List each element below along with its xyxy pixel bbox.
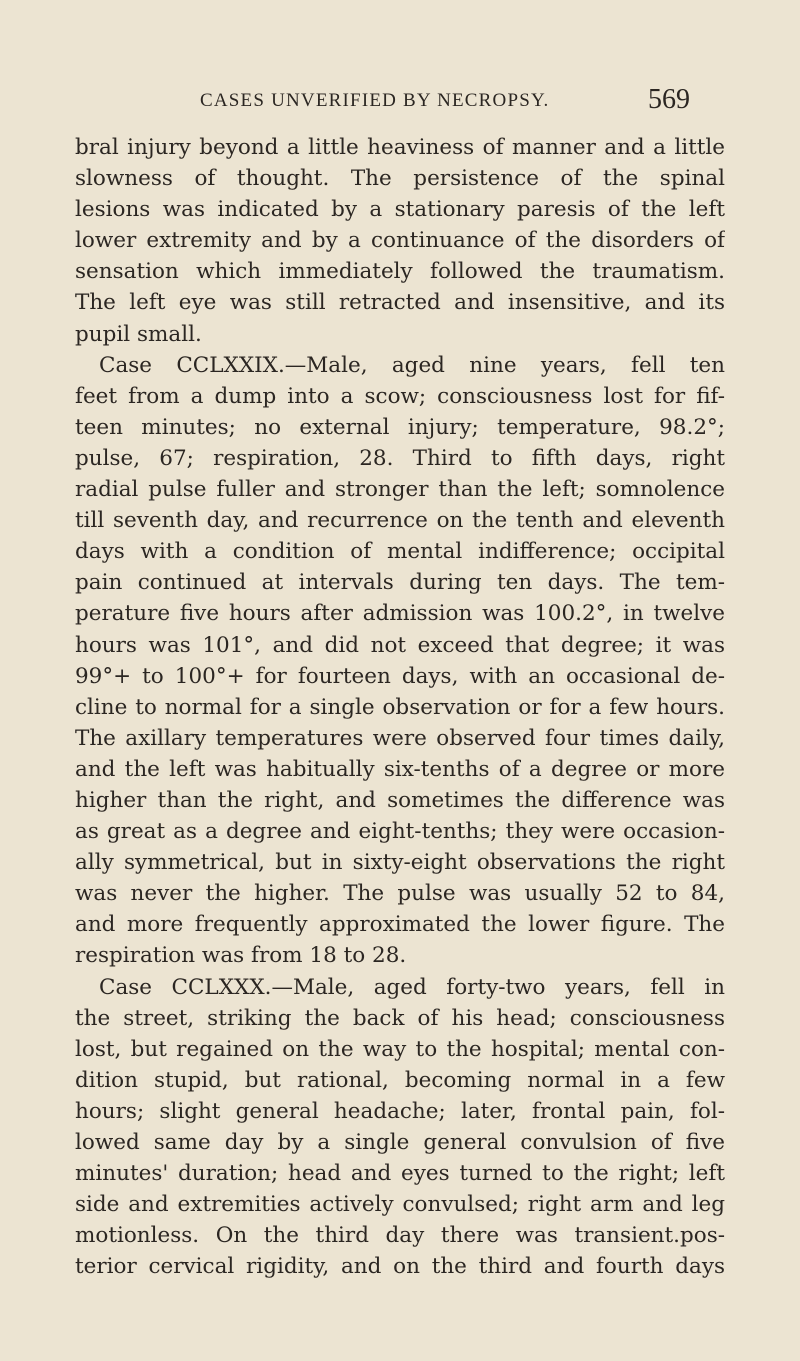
text-line: ally symmetrical, but in sixty-eight observations the right: [75, 850, 725, 876]
text-line: 99°+ to 100°+ for fourteen days, with an occasional de-: [75, 663, 725, 689]
text-line: pulse, 67; respiration, 28. Third to fifth days, right: [75, 445, 725, 471]
text-line: pain continued at intervals during ten days. The tem-: [75, 570, 725, 596]
text-line: sensation which immediately followed the traumatism.: [75, 259, 725, 285]
text-line: radial pulse fuller and stronger than the left; somnolence: [75, 477, 725, 503]
text-line: lesions was indicated by a stationary paresis of the left: [75, 197, 725, 223]
text-line: lost, but regained on the way to the hospital; mental con-: [75, 1036, 725, 1062]
text-line: bral injury beyond a little heaviness of manner and a little: [75, 135, 725, 160]
text-line: respiration was from 18 to 28.: [75, 943, 407, 969]
text-line: cline to normal for a single observation or for a few hours.: [75, 694, 725, 720]
page-number: 569: [648, 84, 690, 115]
text-line: days with a condition of mental indifference; occipital: [75, 539, 725, 565]
running-head: [0, 84, 800, 118]
case-heading-line: Case CCLXXIX.—Male, aged nine years, fell ten: [99, 352, 725, 378]
text-line: pupil small.: [75, 321, 202, 347]
text-line: teen minutes; no external injury; temperature, 98.2°;: [75, 414, 725, 440]
text-line: minutes' duration; head and eyes turned to the right; left: [75, 1161, 725, 1187]
body-text: [75, 132, 725, 1282]
text-line: the street, striking the back of his head; consciousness: [75, 1005, 725, 1031]
text-line: motionless. On the third day there was transient.pos-: [75, 1223, 725, 1249]
text-line: The axillary temperatures were observed four times daily,: [75, 725, 725, 751]
text-line: till seventh day, and recurrence on the tenth and eleventh: [75, 508, 725, 534]
text-line: and more frequently approximated the lower figure. The: [75, 912, 725, 938]
text-line: as great as a degree and eight-tenths; they were occasion-: [75, 819, 725, 845]
running-title: CASES UNVERIFIED BY NECROPSY.: [200, 90, 550, 111]
text-line: side and extremities actively convulsed; right arm and leg: [75, 1192, 725, 1218]
text-line: perature five hours after admission was 100.2°, in twelve: [75, 601, 725, 627]
text-line: hours was 101°, and did not exceed that degree; it was: [75, 632, 725, 658]
text-line: dition stupid, but rational, becoming normal in a few: [75, 1067, 725, 1093]
text-line: terior cervical rigidity, and on the third and fourth days: [75, 1254, 725, 1280]
case-heading-line: Case CCLXXX.—Male, aged forty-two years, fell in: [99, 974, 725, 1000]
text-line: lowed same day by a single general convulsion of five: [75, 1130, 725, 1155]
text-line: was never the higher. The pulse was usually 52 to 84,: [75, 881, 725, 907]
text-line: higher than the right, and sometimes the difference was: [75, 787, 725, 813]
text-line: feet from a dump into a scow; consciousness lost for fif-: [75, 383, 725, 409]
text-line: slowness of thought. The persistence of the spinal: [75, 166, 725, 192]
text-line: hours; slight general headache; later, frontal pain, fol-: [75, 1098, 725, 1124]
text-line: The left eye was still retracted and insensitive, and its: [75, 290, 725, 316]
text-line: and the left was habitually six-tenths of a degree or more: [75, 756, 725, 782]
text-line: lower extremity and by a continuance of the disorders of: [75, 228, 725, 254]
